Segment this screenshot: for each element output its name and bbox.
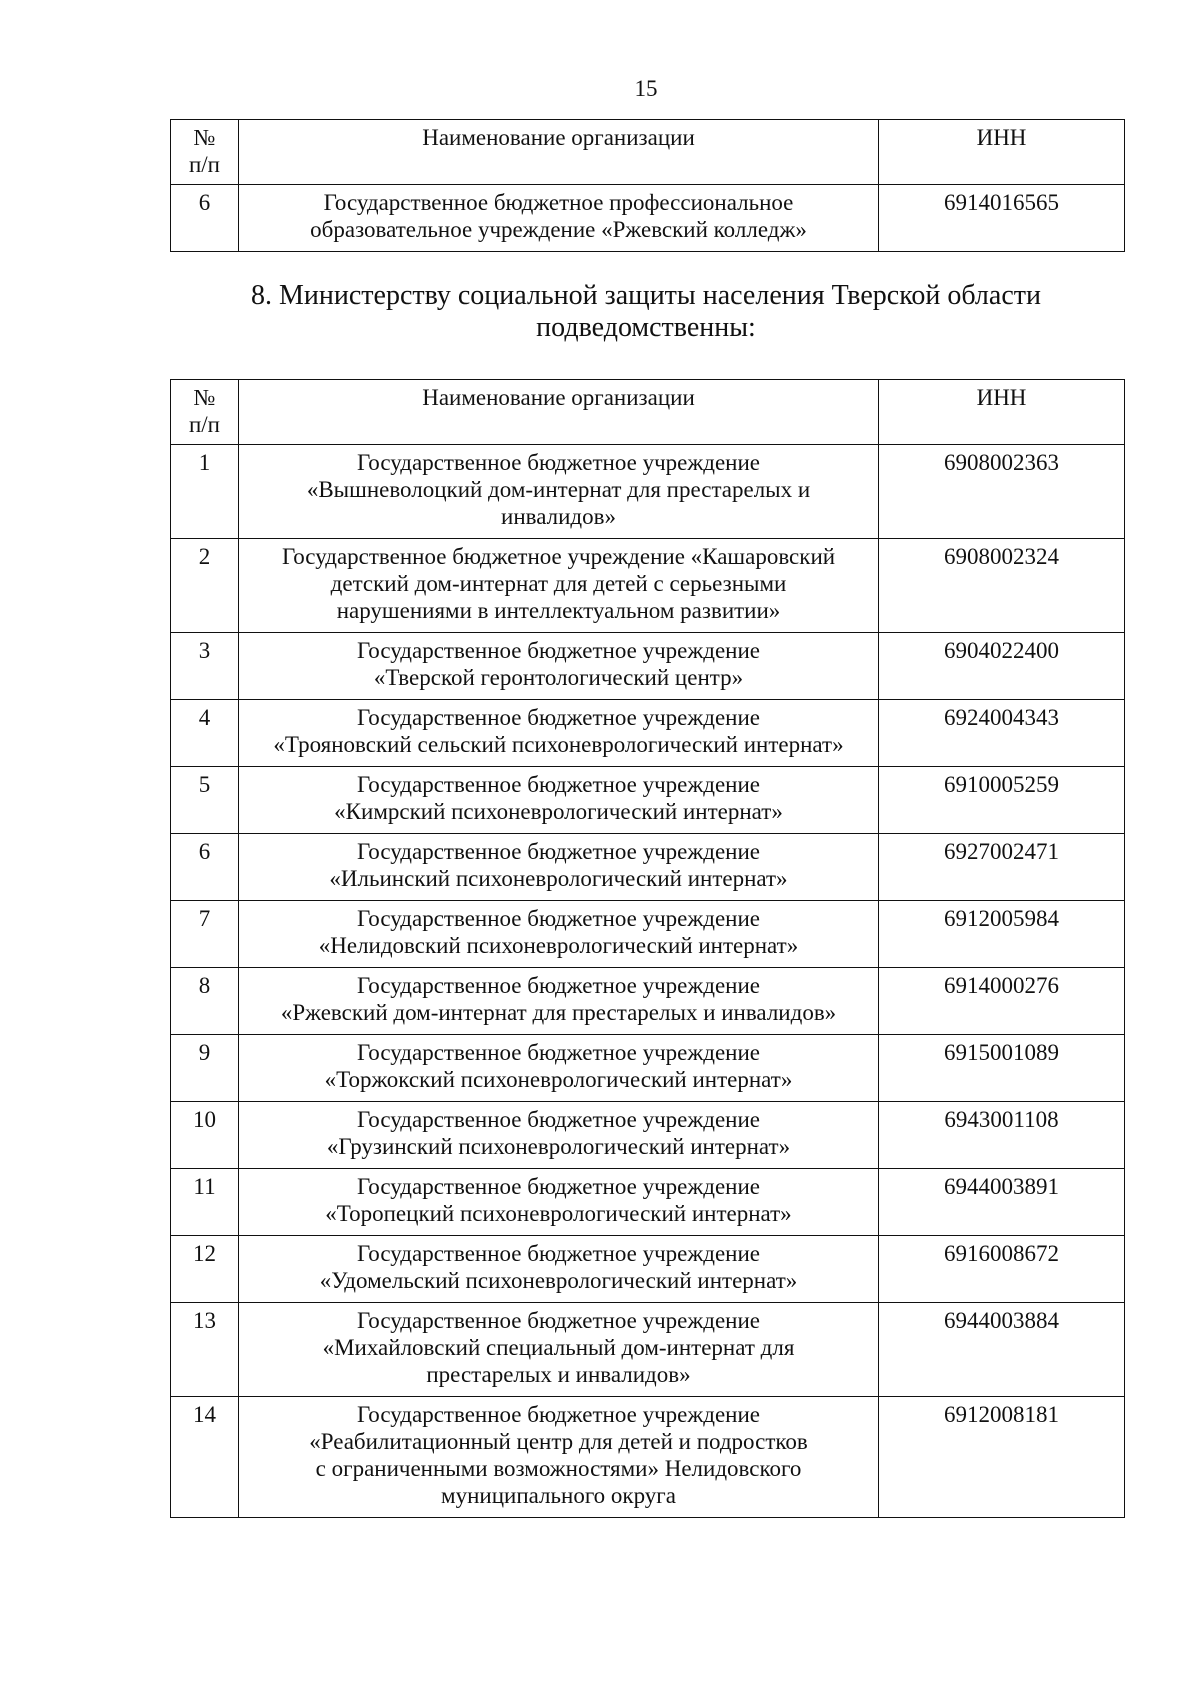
- table-row: [171, 1102, 1125, 1169]
- organization-name-line: Государственное бюджетное учреждение: [357, 450, 760, 475]
- row-number: 2: [171, 539, 239, 633]
- organization-name-line: «Ржевский дом-интернат для престарелых и инвалидов»: [280, 1000, 837, 1025]
- organization-name: [239, 539, 879, 633]
- row-number: 3: [171, 633, 239, 700]
- organization-name-line: образовательное учреждение «Ржевский колледж»: [310, 217, 807, 242]
- organization-name: [239, 700, 879, 767]
- organization-name-line: Государственное бюджетное учреждение «Кашаровский: [281, 544, 836, 569]
- organization-name: [239, 1303, 879, 1397]
- organization-inn: 6912005984: [879, 901, 1125, 968]
- organization-name-line: Государственное бюджетное учреждение: [357, 1107, 760, 1132]
- organization-name-line: «Кимрский психоневрологический интернат»: [334, 799, 783, 824]
- table-header-row: [171, 380, 1125, 445]
- row-number: 8: [171, 968, 239, 1035]
- table-row: [171, 185, 1125, 252]
- organization-name-line: инвалидов»: [501, 504, 616, 529]
- header-organization-name: Наименование организации: [239, 120, 879, 185]
- organization-name-line: «Михайловский специальный дом-интернат для: [322, 1335, 795, 1360]
- organization-name-line: Государственное бюджетное учреждение: [357, 906, 760, 931]
- table-row: [171, 1035, 1125, 1102]
- row-number: 11: [171, 1169, 239, 1236]
- row-number: 1: [171, 445, 239, 539]
- row-number: 6: [171, 834, 239, 901]
- organization-inn: 6910005259: [879, 767, 1125, 834]
- row-number: 13: [171, 1303, 239, 1397]
- organization-inn: 6915001089: [879, 1035, 1125, 1102]
- row-number: 5: [171, 767, 239, 834]
- table-row: [171, 445, 1125, 539]
- table-row: [171, 1236, 1125, 1303]
- organization-inn: 6908002363: [879, 445, 1125, 539]
- organization-name: [239, 1102, 879, 1169]
- header-number-line: №: [193, 125, 216, 150]
- organization-name-line: с ограниченными возможностями» Нелидовского: [315, 1456, 802, 1481]
- organization-inn: 6927002471: [879, 834, 1125, 901]
- organization-name-line: «Тверской геронтологический центр»: [373, 665, 744, 690]
- organization-name-line: Государственное бюджетное профессиональное: [323, 190, 794, 215]
- organization-inn: 6944003891: [879, 1169, 1125, 1236]
- organization-name-line: «Вышневолоцкий дом-интернат для престарелых и: [306, 477, 811, 502]
- table-row: [171, 834, 1125, 901]
- organization-name: [239, 1236, 879, 1303]
- row-number: 9: [171, 1035, 239, 1102]
- organization-name-line: Государственное бюджетное учреждение: [357, 839, 760, 864]
- organization-name-line: Государственное бюджетное учреждение: [357, 1040, 760, 1065]
- organization-name-line: престарелых и инвалидов»: [426, 1362, 691, 1387]
- section-heading-line: 8. Министерству социальной защиты населения Тверской области: [251, 280, 1041, 311]
- organization-name: [239, 834, 879, 901]
- table-row: [171, 767, 1125, 834]
- row-number: 14: [171, 1397, 239, 1518]
- organization-name-line: Государственное бюджетное учреждение: [357, 638, 760, 663]
- organization-inn: 6904022400: [879, 633, 1125, 700]
- organization-name-line: Государственное бюджетное учреждение: [357, 1241, 760, 1266]
- organization-name-line: «Реабилитационный центр для детей и подростков: [309, 1429, 808, 1454]
- organization-inn: 6908002324: [879, 539, 1125, 633]
- header-number-line: п/п: [188, 152, 220, 177]
- table-row: [171, 1169, 1125, 1236]
- header-organization-name: Наименование организации: [239, 380, 879, 445]
- organization-name-line: «Торжокский психоневрологический интернат»: [324, 1067, 793, 1092]
- organization-name-line: муниципального округа: [441, 1483, 676, 1508]
- organization-name: [239, 185, 879, 252]
- organization-name: [239, 901, 879, 968]
- table-row: [171, 1303, 1125, 1397]
- organization-name: [239, 1169, 879, 1236]
- organization-name-line: «Трояновский сельский психоневрологический интернат»: [273, 732, 844, 757]
- table-row: [171, 968, 1125, 1035]
- organization-inn: 6944003884: [879, 1303, 1125, 1397]
- organization-table: [170, 379, 1125, 1518]
- row-number: 7: [171, 901, 239, 968]
- organization-name-line: «Грузинский психоневрологический интернат»: [326, 1134, 791, 1159]
- page-number: 15: [634, 76, 658, 101]
- organization-inn: 6912008181: [879, 1397, 1125, 1518]
- organization-inn: 6914016565: [879, 185, 1125, 252]
- organization-name: [239, 767, 879, 834]
- organization-name-line: Государственное бюджетное учреждение: [357, 705, 760, 730]
- table-row: [171, 633, 1125, 700]
- organization-name-line: «Торопецкий психоневрологический интернат»: [325, 1201, 792, 1226]
- organization-inn: 6924004343: [879, 700, 1125, 767]
- organization-name-line: Государственное бюджетное учреждение: [357, 973, 760, 998]
- organization-inn: 6916008672: [879, 1236, 1125, 1303]
- organization-name: [239, 968, 879, 1035]
- organization-name-line: Государственное бюджетное учреждение: [357, 1402, 760, 1427]
- organization-name-line: Государственное бюджетное учреждение: [357, 772, 760, 797]
- header-number-line: №: [193, 385, 216, 410]
- header-inn: ИНН: [879, 120, 1125, 185]
- table-header-row: [171, 120, 1125, 185]
- organization-name: [239, 445, 879, 539]
- organization-name-line: «Ильинский психоневрологический интернат»: [329, 866, 788, 891]
- row-number: 6: [171, 185, 239, 252]
- section-heading-line: подведомственны:: [536, 312, 756, 343]
- table-row: [171, 700, 1125, 767]
- row-number: 4: [171, 700, 239, 767]
- organization-name: [239, 1035, 879, 1102]
- section-heading: [230, 280, 1062, 344]
- organization-name-line: Государственное бюджетное учреждение: [357, 1174, 760, 1199]
- organization-inn: 6943001108: [879, 1102, 1125, 1169]
- table-row: [171, 901, 1125, 968]
- organization-name-line: Государственное бюджетное учреждение: [357, 1308, 760, 1333]
- organization-name-line: «Удомельский психоневрологический интернат»: [319, 1268, 798, 1293]
- organization-inn: 6914000276: [879, 968, 1125, 1035]
- organization-name-line: детский дом-интернат для детей с серьезными: [330, 571, 787, 596]
- organization-table-continued: [170, 119, 1125, 252]
- header-number: [171, 120, 239, 185]
- organization-name-line: нарушениями в интеллектуальном развитии»: [336, 598, 781, 623]
- organization-name: [239, 633, 879, 700]
- header-inn: ИНН: [879, 380, 1125, 445]
- header-number: [171, 380, 239, 445]
- table-row: [171, 539, 1125, 633]
- organization-name-line: «Нелидовский психоневрологический интернат»: [318, 933, 799, 958]
- header-number-line: п/п: [188, 412, 220, 437]
- table-row: [171, 1397, 1125, 1518]
- row-number: 10: [171, 1102, 239, 1169]
- row-number: 12: [171, 1236, 239, 1303]
- organization-name: [239, 1397, 879, 1518]
